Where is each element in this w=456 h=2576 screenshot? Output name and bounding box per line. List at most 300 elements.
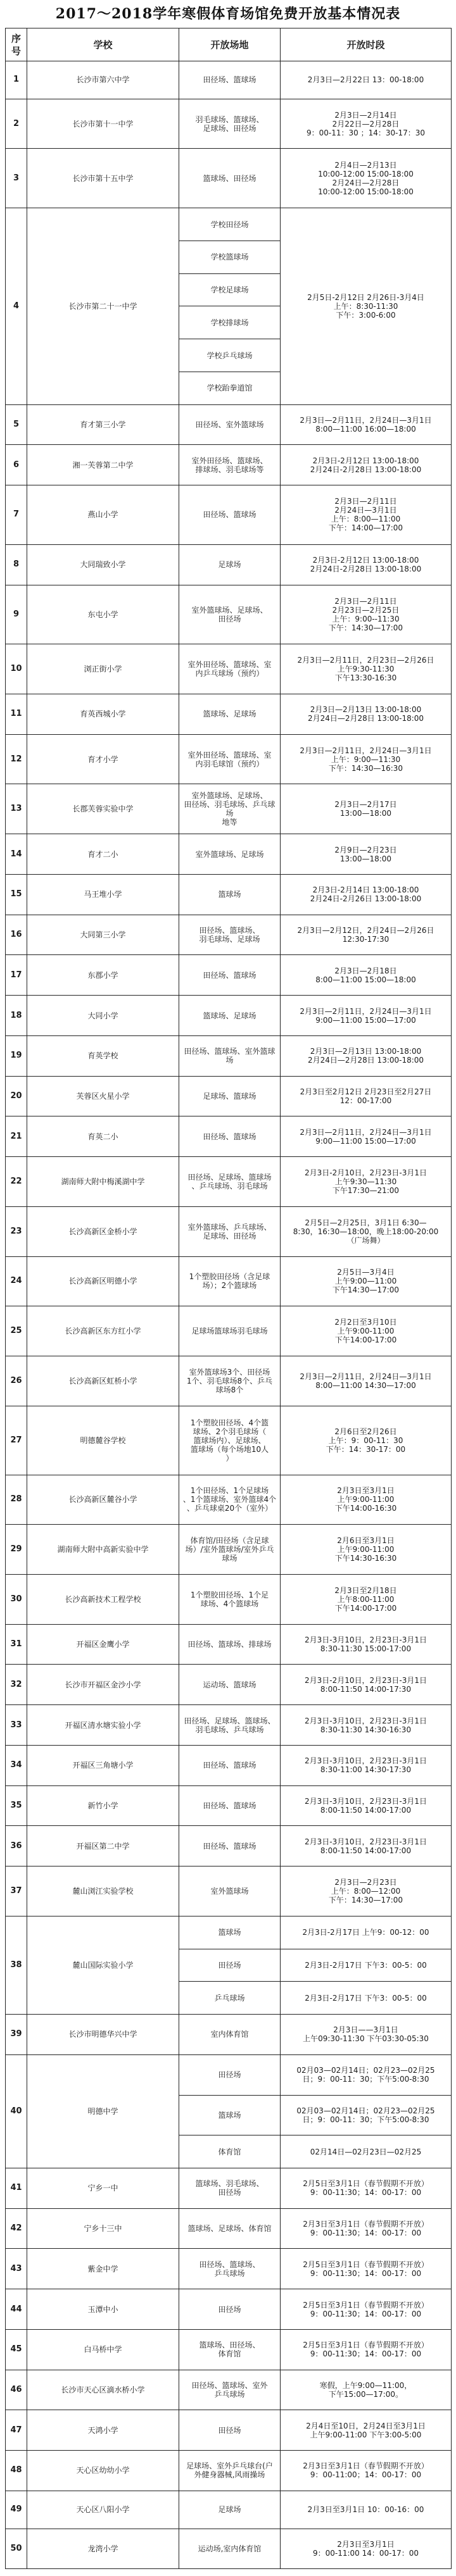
time-cell [281, 955, 452, 996]
cell-line: 2月3日-2月17日 下午3：00-5：00 [305, 1960, 427, 1970]
time-cell [281, 1475, 452, 1525]
time-cell [281, 1785, 452, 1826]
school-name: 长沙市第六中学 [27, 61, 179, 99]
row-number: 7 [6, 485, 27, 545]
table-row [6, 1157, 452, 1207]
cell-line: 9:00—11:00 15:00—17:00 [315, 1136, 416, 1146]
row-number: 6 [6, 445, 27, 485]
cell-line: 02月03—02月14日；02月23—02月25 [296, 2066, 435, 2075]
venue-cell [179, 1574, 281, 1624]
cell-line: 地等 [222, 818, 238, 827]
cell-line: 2月2日至3月10日 [334, 1318, 397, 1327]
cell-line: 2月3日—2月13日 13:00-18:00 [310, 705, 422, 715]
cell-line: 内乒乓球场（预约） [195, 669, 264, 678]
cell-line: 足球场篮球场羽毛球场 [191, 1327, 268, 1336]
cell-line: 2月4日至10日，2月24日至3月1日 [306, 2421, 426, 2430]
cell-line: 2月3日—2月11日 [334, 497, 397, 506]
cell-line: 上午9:00-11:00 [337, 1495, 395, 1504]
cell-line: 球场 [222, 1554, 238, 1563]
school-name: 天心区八阳小学 [27, 2491, 179, 2529]
table-row [6, 734, 452, 784]
cell-line: 球场8个 [215, 1385, 244, 1394]
cell-line: 田径场、篮球场 [203, 510, 256, 520]
cell-line: 足球场 [218, 2505, 241, 2515]
cell-line: 1个塑胶田径场、1个足 [190, 1590, 269, 1599]
cell-line: 2月3日-2月17日 上午9：00-12：00 [302, 1928, 429, 1937]
venue-cell [179, 149, 281, 208]
table-row [6, 874, 452, 915]
cell-line: 田径场、篮球场 [203, 1132, 256, 1141]
venue-cell [179, 1406, 281, 1475]
time-cell [281, 208, 452, 404]
cell-line: 篮球场、足球场 [203, 1011, 256, 1020]
venue-cell [179, 585, 281, 644]
cell-line: 上午09:30-11:30 下午03:30-05:30 [303, 2034, 429, 2044]
cell-line: 下午14:00-17:00 [334, 1603, 397, 1613]
cell-line: 排球场、羽毛球场等 [195, 465, 264, 474]
cell-line: 体育馆 [218, 2147, 241, 2156]
school-name: 龙湾小学 [27, 2529, 179, 2569]
row-number: 29 [6, 1525, 27, 1575]
time-cell [281, 694, 452, 735]
time-cell [281, 1624, 452, 1665]
venue-cell [179, 1949, 281, 1982]
cell-line: 下午14:00-17:00 [334, 1335, 397, 1345]
time-cell [281, 1949, 452, 1982]
cell-line: 学校田径场 [210, 220, 249, 229]
row-number: 43 [6, 2249, 27, 2289]
table-row [6, 585, 452, 644]
cell-line: 2月5日至3月1日（春节假期不开放） [303, 2300, 429, 2310]
venue-cell [179, 273, 281, 306]
cell-line: 日；9：00-11：30；下午5:00-8:30 [302, 2115, 429, 2124]
cell-line: 8:30-11:30 14:30-16:30 [320, 1725, 412, 1734]
venue-cell [179, 2451, 281, 2491]
cell-line: 12:30-17:30 [342, 935, 390, 944]
venue-cell [179, 1624, 281, 1665]
header-venue: 开放场地 [179, 28, 281, 61]
cell-line: 学校跆拳道馆 [206, 384, 253, 393]
venue-cell [179, 1982, 281, 2015]
row-number: 47 [6, 2410, 27, 2451]
cell-line: 9：00-11:30；14：00-17：00 [310, 2309, 422, 2318]
cell-line: 篮球场、田径场 [203, 173, 256, 183]
cell-line: 球场、4个篮球场 [200, 1599, 259, 1608]
table-row [6, 1574, 452, 1624]
time-cell [281, 1035, 452, 1076]
cell-line: 2月5日至3月1日（春节假期不开放） [303, 2179, 429, 2189]
cell-line: 10:00-12:00 15:00-18:00 [318, 187, 414, 196]
school-name: 长沙市天心区滴水桥小学 [27, 2370, 179, 2410]
venue-cell [179, 2168, 281, 2208]
table-row [6, 1866, 452, 1916]
cell-line: 篮球场 [218, 1928, 241, 1937]
venue-cell [179, 1665, 281, 1705]
cell-line: 8:00—11:00 14:30—17:00 [315, 1380, 416, 1390]
cell-line: 上午9:00-11:00 [337, 1545, 395, 1554]
cell-line: 下午17:30—21:00 [332, 1185, 400, 1195]
cell-line: 下午14:00-16:30 [334, 1504, 397, 1513]
venue-cell [179, 208, 281, 241]
cell-line: 2月3日-3月10日，2月23日-3月1日 [304, 1756, 427, 1766]
cell-line: 2月3日—2月13日 13:00-18:00 [310, 1047, 422, 1056]
header-no: 序 号 [6, 28, 27, 61]
table-row [6, 1785, 452, 1826]
time-cell [281, 2095, 452, 2135]
time-cell [281, 834, 452, 875]
cell-line: 运动场、篮球场 [203, 1680, 256, 1689]
cell-line: 、乒乓球场、羽毛球场 [191, 1181, 268, 1191]
cell-line: 田径场 [218, 1960, 241, 1970]
row-number: 3 [6, 149, 27, 208]
row-number: 15 [6, 874, 27, 915]
venue-cell [179, 485, 281, 545]
cell-line: 1个田径场、1个足球场 [190, 1486, 269, 1496]
row-number: 20 [6, 1076, 27, 1116]
table-row [6, 2370, 452, 2410]
cell-line: 寒假，上午9:00—11:00， [319, 2381, 412, 2391]
row-number: 28 [6, 1475, 27, 1525]
cell-line: 羽毛球场、乒乓球场 [195, 1725, 264, 1734]
cell-line: 体育馆/田径场（含足球 [190, 1536, 269, 1546]
venue-cell [179, 1035, 281, 1076]
header-school: 学校 [27, 28, 179, 61]
cell-line: 2月3日至3月1日（春节假期不开放） [303, 2461, 429, 2471]
cell-line: 1个塑胶田径场（含足球 [189, 1272, 270, 1282]
cell-line: 8:00-11:50 14:00-17:00 [320, 1806, 412, 1815]
cell-line: 上午：9:00--11:30 [332, 614, 400, 623]
cell-line: 乒乓球场 [214, 2268, 245, 2278]
table-header-row [6, 28, 452, 61]
time-cell [281, 585, 452, 644]
venue-cell [179, 1826, 281, 1866]
cell-line: 田径场、篮球场 [203, 1801, 256, 1810]
table-row [6, 1406, 452, 1475]
row-number: 11 [6, 694, 27, 735]
venue-cell [179, 694, 281, 735]
time-cell [281, 149, 452, 208]
time-cell [281, 2289, 452, 2330]
venue-cell [179, 874, 281, 915]
table-row [6, 1525, 452, 1575]
table-row [6, 2168, 452, 2208]
venue-cell [179, 2491, 281, 2529]
cell-line: 室外篮球场 [210, 1886, 249, 1896]
venue-cell [179, 644, 281, 694]
cell-line: 田径场、篮球场 [203, 1761, 256, 1770]
time-cell [281, 2491, 452, 2529]
time-cell [281, 1306, 452, 1356]
school-name: 大同瑞致小学 [27, 544, 179, 585]
school-name: 开福区第二中学 [27, 1826, 179, 1866]
cell-line: 下午：3:00-6:00 [336, 310, 396, 320]
school-name: 开福区金鹰小学 [27, 1624, 179, 1665]
row-number: 26 [6, 1356, 27, 1406]
school-name: 大同小学 [27, 996, 179, 1036]
row-number: 24 [6, 1256, 27, 1306]
time-cell [281, 1256, 452, 1306]
school-name: 芙蓉区火星小学 [27, 1076, 179, 1116]
cell-line: 2月3日-2月14日 13:00-18:00 [312, 885, 419, 895]
table-row [6, 834, 452, 875]
table-row [6, 1475, 452, 1525]
cell-line: 2月3日—2月22日 13：00-18:00 [307, 75, 424, 85]
cell-line: 田径场、篮球场、室外篮球场 [184, 1047, 276, 1065]
time-cell [281, 1406, 452, 1475]
venue-cell [179, 1306, 281, 1356]
cell-line: 下午：14:30—17:00 [328, 623, 403, 632]
time-cell [281, 1745, 452, 1785]
cell-line: 2月3日至2月12日 2月23日至2月27日 [300, 1087, 432, 1096]
row-number: 42 [6, 2208, 27, 2249]
school-name: 天鸿小学 [27, 2410, 179, 2451]
cell-line: 篮球场、足球场、体育馆 [187, 2224, 272, 2234]
row-number: 46 [6, 2370, 27, 2410]
row-number: 10 [6, 644, 27, 694]
venue-cell [179, 339, 281, 372]
cell-line: 2月3日—2月23日 [334, 1877, 397, 1887]
school-name: 育英西城小学 [27, 694, 179, 735]
cell-line: 田径场 [218, 2070, 241, 2080]
table-row [6, 2329, 452, 2370]
cell-line: 下午：14:00—17:00 [328, 523, 403, 533]
venue-cell [179, 2329, 281, 2370]
table-row [6, 1116, 452, 1157]
venue-cell [179, 915, 281, 955]
school-name: 长沙市第十五中学 [27, 149, 179, 208]
cell-line: 田径场、篮球场 [203, 75, 256, 85]
cell-line: 2月24日—3月1日 [334, 506, 397, 515]
cell-line: 上午：8:30-11:30 [333, 301, 398, 311]
cell-line: 9：00-11:00 14：00-17：00 [312, 2548, 419, 2558]
time-cell [281, 485, 452, 545]
table-row [6, 1916, 452, 1949]
table-row [6, 1206, 452, 1256]
cell-line: 田径场 [218, 614, 241, 623]
school-name: 宁乡一中 [27, 2168, 179, 2208]
cell-line: 上午8:00-11:00 [337, 1594, 395, 1604]
time-cell [281, 2410, 452, 2451]
row-number: 4 [6, 208, 27, 404]
cell-line: 上午9:30-11:30 [337, 665, 395, 674]
row-number: 35 [6, 1785, 27, 1826]
table-row [6, 404, 452, 445]
cell-line: 8:00—11:00 16:00—18:00 [315, 424, 416, 434]
venue-cell [179, 2370, 281, 2410]
venue-cell [179, 955, 281, 996]
row-number: 37 [6, 1866, 27, 1916]
school-name: 马王堆小学 [27, 874, 179, 915]
cell-line: 篮球场、足球场 [203, 710, 256, 719]
cell-line: 2月24日-2月28日 13:00-18:00 [310, 465, 422, 474]
cell-line: 2月24日—2月28日 13:00-18:00 [307, 1056, 424, 1065]
cell-line: 田径场、篮球场、 [199, 926, 260, 935]
cell-line: 2月24日—2月28日 [332, 178, 400, 187]
table-row [6, 445, 452, 485]
school-name: 湘一芙蓉第二中学 [27, 445, 179, 485]
cell-line: 2月3日—2月11日 [334, 596, 397, 606]
time-cell [281, 1574, 452, 1624]
time-cell [281, 404, 452, 445]
table-body [6, 61, 452, 2569]
table-row [6, 1665, 452, 1705]
venue-cell [179, 1785, 281, 1826]
cell-line: 1个塑胶田径场、4个篮 [190, 1418, 269, 1427]
table-row [6, 1256, 452, 1306]
cell-line: 上午：9:00—11:30 [331, 754, 401, 764]
school-name: 长沙市开福区金沙小学 [27, 1665, 179, 1705]
venue-cell [179, 1356, 281, 1406]
cell-line: 2月3日-3月10日，2月23日-3月1日 [304, 1716, 427, 1725]
table-row [6, 2249, 452, 2289]
cell-line: 2月3日至3月1日（春节假期不开放） [303, 2220, 429, 2229]
cell-line: 2月3日—2月11日，2月24日—3月1日 [300, 1127, 432, 1137]
row-number: 44 [6, 2289, 27, 2330]
school-name: 育才小学 [27, 734, 179, 784]
cell-line: 2月3日-2月10日，2月23日-3月1日 [304, 1675, 427, 1685]
cell-line: 篮球场 [218, 890, 241, 899]
cell-line: 2月3日-3月10日，2月23日-3月1日 [304, 1797, 427, 1806]
cell-line: 8:00-11:50 14:00-17:00 [320, 1846, 412, 1855]
cell-line: 9：00-11:30；14：00-17：00 [310, 2349, 422, 2359]
cell-line: 足球场 [218, 560, 241, 570]
time-cell [281, 2135, 452, 2168]
table-row [6, 149, 452, 208]
table-row [6, 2451, 452, 2491]
time-cell [281, 874, 452, 915]
time-cell [281, 1157, 452, 1207]
table-row [6, 2491, 452, 2529]
table-row [6, 1306, 452, 1356]
cell-line: 上午9:00—11:00 [334, 1277, 397, 1286]
venue-cell [179, 2529, 281, 2569]
cell-line: 2月24日—2月28日 13:00-18:00 [307, 714, 424, 723]
cell-line: 田径场、篮球场、 [199, 2260, 260, 2269]
cell-line: 室外篮球场、足球场、 [191, 605, 268, 615]
cell-line: 2月5日-2月12日 2月26日-3月4日 [307, 292, 424, 302]
cell-line: 9：00-11:30；14：00-17：00 [310, 2188, 422, 2198]
cell-line: 2月3日-3月10日，2月23日-3月1日 [304, 1837, 427, 1846]
cell-line: 2月3日—2月12日，2月24日—2月26日 [297, 926, 434, 935]
cell-line: 下午：14:30—17:00 [328, 1895, 403, 1904]
cell-line: 场）；2个篮球场 [202, 1281, 257, 1291]
venue-cell [179, 834, 281, 875]
school-name: 东屯小学 [27, 585, 179, 644]
cell-line: 场）/室外篮球场/室外乒乓 [185, 1545, 274, 1554]
cell-line: 篮球场、田径场、 [199, 2341, 260, 2350]
time-cell [281, 445, 452, 485]
cell-line: 上午9:00-11:00 下午3:00-5:00 [310, 2430, 422, 2439]
row-number: 33 [6, 1705, 27, 1746]
row-number: 41 [6, 2168, 27, 2208]
venue-cell [179, 1475, 281, 1525]
cell-line: 02月03—02月14日；02月23—02月25 [296, 2106, 435, 2115]
table-row [6, 544, 452, 585]
cell-line: 2月3日—2月14日 [334, 110, 397, 120]
cell-line: 2月23日—2月25日 [332, 605, 400, 615]
row-number: 50 [6, 2529, 27, 2569]
cell-line: 2月3日-2月12日 13:00-18:00 [312, 456, 419, 465]
table-row [6, 1356, 452, 1406]
cell-line: 学校足球场 [210, 285, 249, 295]
cell-line: 外健身器械,风雨操场 [194, 2470, 265, 2480]
cell-line: 2月5日至3月1日（春节假期不开放） [303, 2341, 429, 2350]
venue-cell [179, 372, 281, 404]
table-row [6, 784, 452, 834]
row-number: 49 [6, 2491, 27, 2529]
cell-line: 2月9日—2月23日 [334, 845, 397, 854]
venue-cell [179, 2135, 281, 2168]
cell-line: 2月24日-2月28日 13:00-18:00 [310, 565, 422, 574]
venue-cell [179, 734, 281, 784]
cell-line: 2月6日至3月1日 [337, 1536, 395, 1546]
row-number: 27 [6, 1406, 27, 1475]
cell-line: 室外田径场、篮球场、室 [187, 750, 272, 760]
row-number: 12 [6, 734, 27, 784]
time-cell [281, 1525, 452, 1575]
cell-line: 2月3日—2月11日，2月23日—2月26日 [297, 656, 434, 665]
table-row [6, 1076, 452, 1116]
cell-line: 田径场 [218, 2425, 241, 2435]
cell-line: 9：00-11:30；14：00-17：00 [310, 2268, 422, 2278]
school-name: 开福区三角塘小学 [27, 1745, 179, 1785]
row-number: 38 [6, 1916, 27, 2014]
cell-line: 篮球场、羽毛球场、 [195, 2179, 264, 2189]
row-number: 8 [6, 544, 27, 585]
cell-line: 上午：9：00-11：30 [328, 1435, 403, 1445]
row-number: 16 [6, 915, 27, 955]
row-number: 13 [6, 784, 27, 834]
cell-line: 体育馆 [218, 2349, 241, 2359]
cell-line: 羽毛球场、篮球场、 [195, 115, 264, 124]
table-row [6, 1826, 452, 1866]
table-row [6, 2529, 452, 2569]
row-number: 18 [6, 996, 27, 1036]
venue-cell [179, 1256, 281, 1306]
cell-line: 学校篮球场 [210, 253, 249, 262]
cell-line: 乒乓球场 [214, 2390, 245, 2399]
time-cell [281, 2168, 452, 2208]
table-row [6, 2289, 452, 2330]
row-number: 48 [6, 2451, 27, 2491]
facilities-table [5, 28, 452, 2569]
venue-cell [179, 2249, 281, 2289]
table-row [6, 1745, 452, 1785]
cell-line: 2月6日至2月26日 [334, 1427, 397, 1436]
cell-line: ） [225, 1453, 234, 1463]
venue-cell [179, 1705, 281, 1746]
cell-line: 10:00-12:00 15:00-18:00 [318, 169, 414, 178]
cell-line: 8:30-11:30 15:00-17:00 [320, 1644, 412, 1654]
venue-cell [179, 2208, 281, 2249]
row-number: 36 [6, 1826, 27, 1866]
venue-cell [179, 2289, 281, 2330]
row-number: 19 [6, 1035, 27, 1076]
cell-line: 田径场、篮球场、室外 [191, 2381, 268, 2391]
table-row [6, 99, 452, 149]
time-cell [281, 2208, 452, 2249]
school-name: 紫金中学 [27, 2249, 179, 2289]
school-name: 长沙高新区麓谷小学 [27, 1475, 179, 1525]
table-row [6, 2054, 452, 2095]
time-cell [281, 61, 452, 99]
cell-line: 8:00—11:00 15:00—18:00 [315, 975, 416, 984]
table-row [6, 1035, 452, 1076]
cell-line: 2月3日—2月11日，2月24日—3月1日 [300, 415, 432, 425]
time-cell [281, 1866, 452, 1916]
cell-line: 13:00—18:00 [339, 809, 392, 818]
venue-cell [179, 99, 281, 149]
